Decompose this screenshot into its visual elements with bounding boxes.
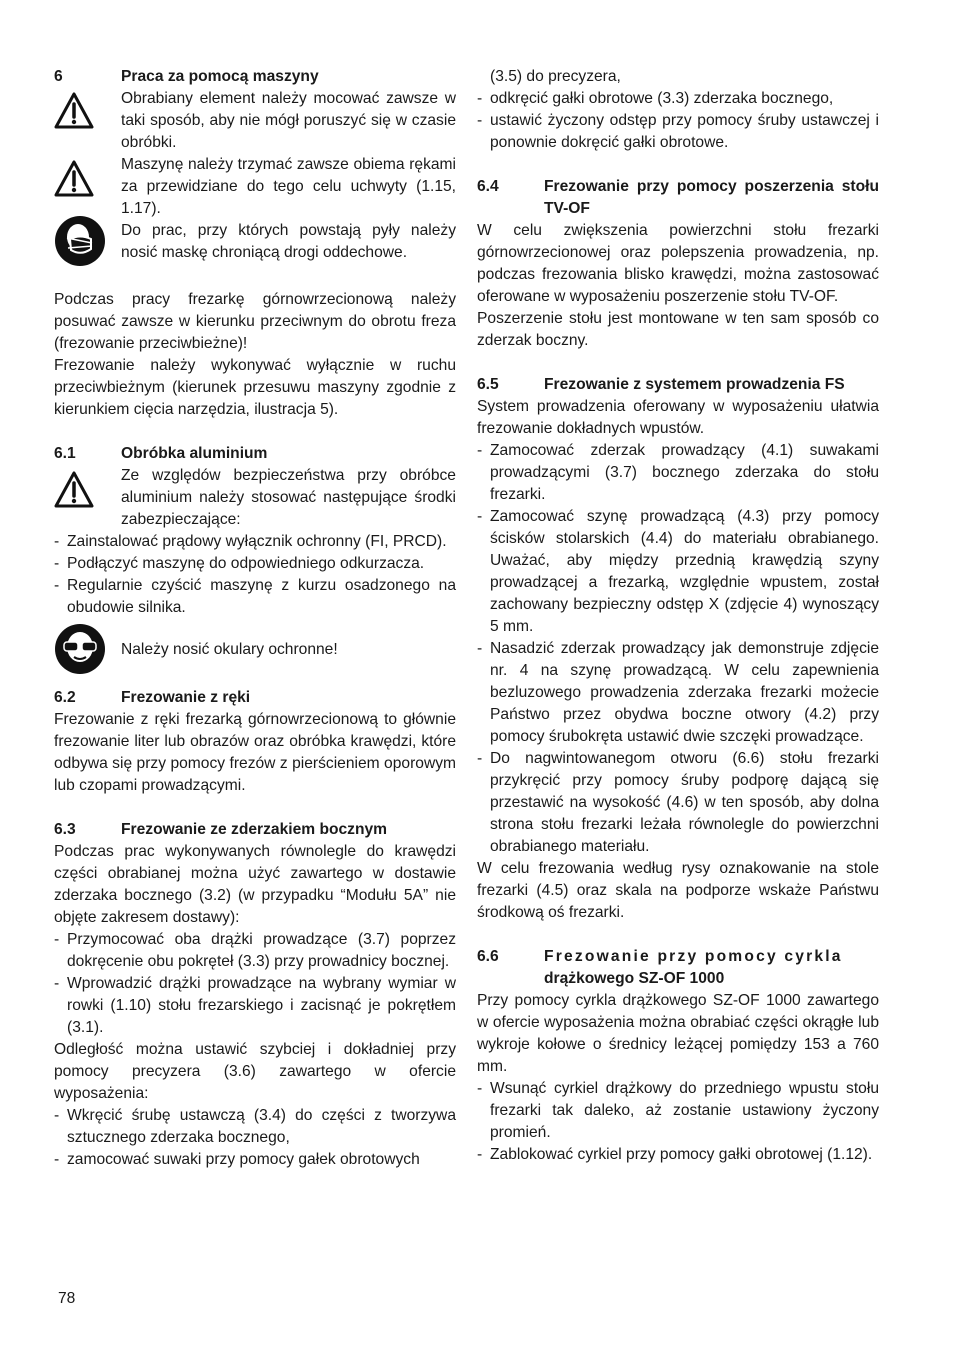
paragraph: Poszerzenie stołu jest montowane w ten sam sposób co zderzak boczny. — [477, 310, 879, 349]
paragraph: W celu zwiększenia powierzchni stołu frezarki górnowrzecionowej oraz polepszenia prowadzenia, np. podczas frezowania blisko krawędzi, można zastosować oferowane w wyposażeniu poszerzenie stołu TV-OF. — [477, 222, 879, 305]
warning-note-2 — [54, 154, 456, 220]
goggles-note — [54, 623, 456, 675]
section-number: 6.4 — [477, 178, 499, 195]
goggles-text: Należy nosić okulary ochronne! — [121, 641, 338, 658]
list-item: - Nasadzić zderzak prowadzący jak demonstruje zdjęcie nr. 4 na szynę prowadzącą. W celu zapewnienia bezluzowego prowadzenia zderzaka frezarki możecie Państwo przez obydwa boczne otwory (4.2) przy pomocy śrubokręta ustawić dwie szczęki prowadzące. — [477, 638, 879, 748]
section-6-5-heading — [477, 374, 879, 396]
section-number: 6.1 — [54, 445, 76, 462]
list-item: - Podłączyć maszynę do odpowiedniego odkurzacza. — [54, 553, 456, 575]
section-title-wide: Frezowanie przy pomocy cyrkla — [544, 948, 843, 965]
mask-text: Do prac, przy których powstają pyły należy nosić maskę chroniącą drogi oddechowe. — [121, 222, 456, 261]
fine-adjust-list — [54, 1105, 456, 1171]
page-number: 78 — [58, 1290, 76, 1307]
section-6-3-heading — [54, 819, 456, 841]
paragraph: Podczas pracy frezarkę górnowrzecionową należy posuwać zawsze w kierunku przeciwnym do obrotu freza (frezowanie przeciwbieżne)! — [54, 291, 456, 352]
warning-text: Obrabiany element należy mocować zawsze w taki sposób, aby nie mógł poruszyć się w czasie obróbki. — [121, 90, 456, 151]
list-item: - ustawić życzony odstęp przy pomocy śruby ustawczej i ponownie dokręcić gałki obrotowe. — [477, 110, 879, 154]
section-6-heading — [54, 66, 456, 88]
list-item: - Wprowadzić drążki prowadzące na wybrany wymiar w rowki (1.10) stołu frezarskiego i zacisnąć je pokrętłem (3.1). — [54, 973, 456, 1039]
paragraph: W celu frezowania według rysy oznakowanie na stole frezarki (4.5) oraz skala na podporze wskaże Państwu środkową oś frezarki. — [477, 860, 879, 921]
paragraph: Przy pomocy cyrkla drążkowego SZ-OF 1000 zawartego w ofercie wyposażenia można obrabiać części okrągłe lub wykroje kołowe o średnicy leżącej pomiędzy 153 a 760 mm. — [477, 992, 879, 1075]
paragraph: Odległość można ustawić szybciej i dokładniej przy pomocy precyzera (3.6) zawartego w ofercie wyposażenia: — [54, 1041, 456, 1102]
paragraph: System prowadzenia oferowany w wyposażeniu ułatwia frezowanie dokładnych wpustów. — [477, 398, 879, 437]
list-item: - Przymocować oba drążki prowadzące (3.7) poprzez dokręcenie obu pokręteł (3.3) przy prowadnicy bocznej. — [54, 929, 456, 973]
left-column — [54, 66, 456, 1171]
section-6-1-heading — [54, 443, 456, 465]
section-number: 6.3 — [54, 821, 76, 838]
section-title: Frezowanie przy pomocy poszerzenia stołu TV-OF — [544, 178, 879, 217]
list-item: - Do nagwintowanegom otworu (6.6) stołu frezarki przykręcić przy pomocy śruby podporę dającą się przestawić na wysokość (4.6) w ten sposób, aby dolna strona stołu frezarki leżała równolegle do powierzchni obrabianego materiału. — [477, 748, 879, 858]
list-item: - Zainstalować prądowy wyłącznik ochronny (FI, PRCD). — [54, 531, 456, 553]
side-stop-list — [54, 929, 456, 1039]
section-title: Frezowanie ze zderzakiem bocznym — [121, 821, 388, 838]
warning-triangle-icon — [54, 160, 94, 198]
aluminium-list — [54, 531, 456, 619]
list-item: - Wkręcić śrubę ustawczą (3.4) do części z tworzywa sztucznego zderzaka bocznego, — [54, 1105, 456, 1149]
list-item: - Zamocować zderzak prowadzący (4.1) suwakami prowadzącymi (3.7) bocznego zderzaka do stołu frezarki. — [477, 440, 879, 506]
section-title: Frezowanie z systemem prowadzenia FS — [544, 376, 845, 393]
section-number: 6.5 — [477, 376, 499, 393]
warning-triangle-icon — [54, 471, 94, 509]
paragraph: Frezowanie z ręki frezarką górnowrzecionową to głównie frezowanie liter lub obrazów oraz obróbka krawędzi, które odbywa się przy pomocy frezów z pierścieniem oporowym lub czopami prowadzącymi. — [54, 711, 456, 794]
warning-triangle-icon — [54, 92, 94, 130]
warning-note-1 — [54, 88, 456, 154]
guide-system-list — [477, 440, 879, 858]
compass-list — [477, 1078, 879, 1166]
section-6-4-heading — [477, 176, 879, 220]
list-item: - Zamocować szynę prowadzącą (4.3) przy pomocy ścisków stolarskich (4.4) do materiału obrabianego. Uważać, aby między przednią krawędzią szyny prowadzącej a frezarką, względnie wpustem, został zachowany bezpieczny odstęp X (zdjęcie 4) wynoszący 5 mm. — [477, 506, 879, 638]
warning-text: Ze względów bezpieczeństwa przy obróbce aluminium należy stosować następujące środki zabezpieczające: — [121, 467, 456, 528]
section-6-6-heading — [477, 946, 879, 990]
section-number: 6 — [54, 68, 63, 85]
list-item: - Zablokować cyrkiel przy pomocy gałki obrotowej (1.12). — [477, 1144, 879, 1166]
section-title: Obróbka aluminium — [121, 445, 268, 462]
continued-list — [477, 88, 879, 154]
mask-note — [54, 220, 456, 267]
paragraph: Frezowanie należy wykonywać wyłącznie w ruchu przeciwbieżnym (kierunek przesuwu maszyny zgodnie z kierunkiem cięcia narzędzia, ilustracja 5). — [54, 357, 456, 418]
list-item: - Wsunąć cyrkiel drążkowy do przedniego wpustu stołu frezarki tak daleko, aż zostanie ustawiony życzony promień. — [477, 1078, 879, 1144]
section-title: Frezowanie z ręki — [121, 689, 251, 706]
section-title — [544, 946, 879, 990]
safety-goggles-icon — [54, 623, 106, 675]
right-column — [477, 66, 879, 1166]
list-item: - Regularnie czyścić maszynę z kurzu osadzonego na obudowie silnika. — [54, 575, 456, 619]
section-number: 6.6 — [477, 948, 499, 965]
paragraph: Podczas prac wykonywanych równolegle do krawędzi części obrabianej można użyć zawartego w dostawie zderzaka bocznego (3.2) (w przypadku “Modułu 5A” nie objęte zakresem dostawy): — [54, 843, 456, 926]
dust-mask-icon — [54, 215, 106, 267]
section-title-rest: drążkowego SZ-OF 1000 — [544, 970, 725, 987]
warning-note-3 — [54, 465, 456, 531]
list-item: - odkręcić gałki obrotowe (3.3) zderzaka bocznego, — [477, 88, 879, 110]
warning-text: Maszynę należy trzymać zawsze obiema rękami za przewidziane do tego celu uchwyty (1.15, 1.17). — [121, 156, 456, 217]
section-title: Praca za pomocą maszyny — [121, 68, 319, 85]
continued-text: (3.5) do precyzera, — [490, 68, 621, 85]
list-item: - zamocować suwaki przy pomocy gałek obrotowych — [54, 1149, 456, 1171]
section-6-2-heading — [54, 687, 456, 709]
section-number: 6.2 — [54, 689, 76, 706]
